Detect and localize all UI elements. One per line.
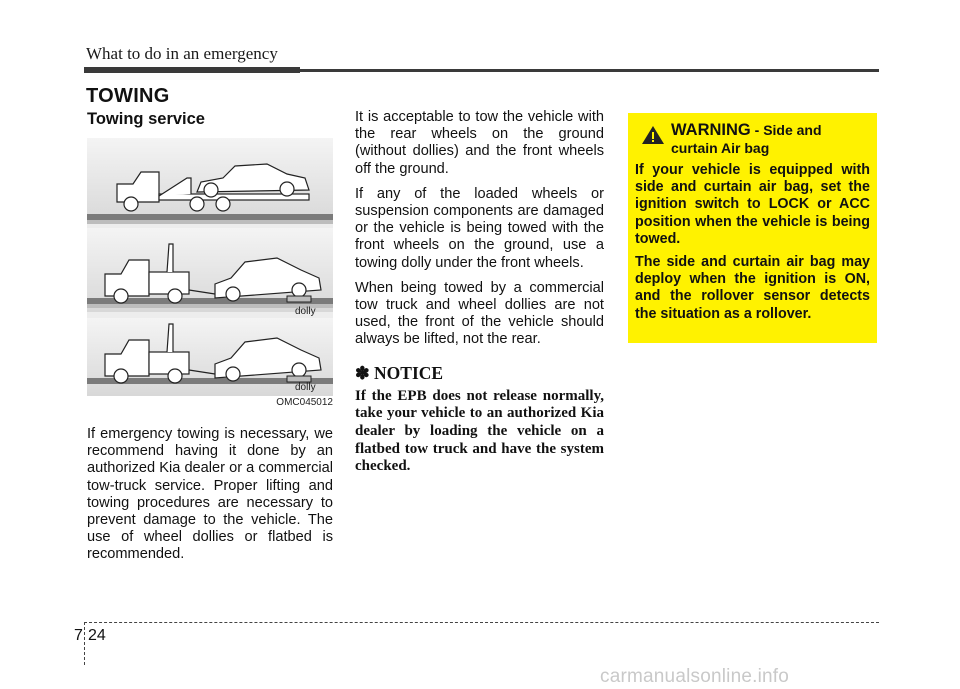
middle-column [355, 109, 604, 484]
warning-triangle-icon [641, 125, 665, 145]
page-number: 24 [88, 627, 106, 644]
figure-code: OMC045012 [276, 397, 333, 408]
running-header: What to do in an emergency [86, 44, 278, 63]
notice-title: ✽ NOTICE [355, 362, 444, 383]
warning-box [628, 113, 877, 343]
towing-illustration [87, 138, 333, 396]
towing-illustration-svg [87, 138, 333, 396]
subsection-heading: Towing service [87, 110, 205, 128]
section-title: TOWING [86, 85, 170, 107]
dolly-1 [287, 296, 311, 302]
dolly-label-2: dolly [295, 382, 316, 393]
towing-paragraph: If emergency towing is necessary, we recommend having it done by an authorized Kia dealer or a commercial tow-truck service. Proper lifting and towing procedures are necessary to prevent damage to the vehicle. The use of wheel dollies or flatbed is recommended. [87, 426, 333, 563]
tow-paragraph-1: It is acceptable to tow the vehicle with the rear wheels on the ground (without dollies) and the front wheels off the ground. [355, 109, 604, 177]
notice-body: If the EPB does not release normally, take your vehicle to an authorized Kia dealer by loading the vehicle on a flatbed tow truck and have the system checked. [355, 387, 604, 475]
warning-subtitle-1: - Side and [750, 122, 822, 138]
footer-divider [84, 622, 85, 665]
warning-header [635, 121, 870, 156]
dolly-label-1: dolly [295, 306, 316, 317]
chapter-number: 7 [74, 627, 83, 644]
tow-paragraph-3: When being towed by a commercial tow truck and wheel dollies are not used, the front of the vehicle should always be lifted, not the rear. [355, 279, 604, 348]
warning-word: WARNING [671, 121, 751, 139]
warning-subtitle-2: curtain Air bag [671, 140, 770, 156]
header-rule-accent [84, 67, 300, 73]
tow-paragraph-2: If any of the loaded wheels or suspension components are damaged or the vehicle is being towed with the front wheels on the ground, use a towing dolly under the front wheels. [355, 185, 604, 271]
watermark: carmanualsonline.info [600, 666, 790, 687]
warning-text-1: If your vehicle is equipped with side and curtain air bag, set the ignition switch to LOCK or ACC position when the vehicle is being towed. [635, 162, 870, 247]
footer-rule [84, 622, 879, 623]
warning-text-2: The side and curtain air bag may deploy when the ignition is ON, and the rollover sensor detects the situation as a rollover. [635, 254, 870, 322]
